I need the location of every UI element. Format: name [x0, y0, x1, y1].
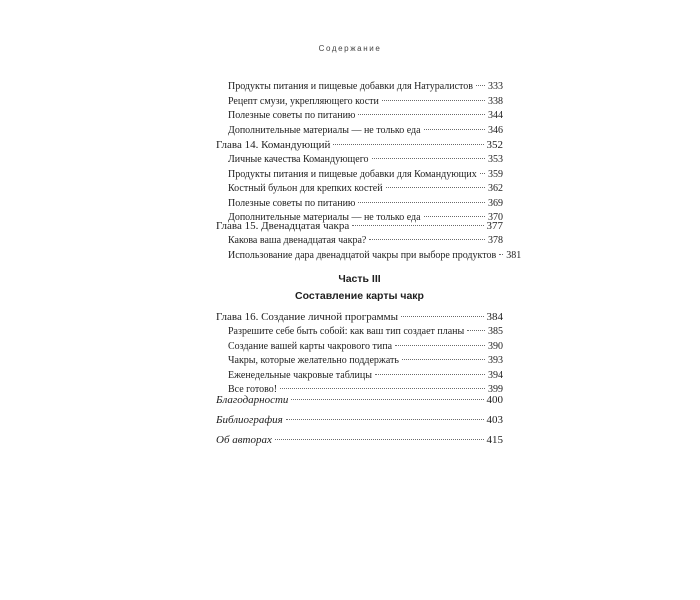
part-label: Часть III: [338, 273, 381, 285]
entry-page: 344: [488, 110, 503, 121]
toc-section: [216, 219, 522, 263]
leader-dots: [386, 187, 485, 188]
backmatter-title: Об авторах: [216, 434, 272, 446]
toc-entry[interactable]: [216, 153, 503, 168]
entry-page: 369: [488, 197, 503, 209]
backmatter-page: 415: [486, 434, 503, 446]
backmatter-title: Благодарности: [216, 394, 289, 406]
leader-dots: [358, 202, 485, 203]
toc-entry[interactable]: [216, 124, 503, 139]
toc-entry[interactable]: [216, 369, 503, 384]
entry-page: 346: [488, 124, 503, 136]
toc-chapter[interactable]: [216, 138, 503, 153]
chapter-page: 352: [486, 139, 503, 151]
leader-dots: [467, 330, 485, 331]
entry-page: 338: [488, 95, 503, 107]
toc-chapter[interactable]: [216, 219, 503, 234]
entry-title: Дополнительные материалы — не только еда: [228, 212, 421, 223]
leader-dots: [352, 225, 483, 226]
toc-entry[interactable]: [216, 80, 503, 95]
leader-dots: [333, 144, 483, 145]
leader-dots: [372, 158, 485, 159]
backmatter-page: 400: [486, 394, 503, 406]
toc-section: [216, 413, 503, 428]
toc-entry[interactable]: [216, 249, 522, 264]
leader-dots: [499, 254, 503, 255]
entry-title: Рецепт смузи, укрепляющего кости: [228, 95, 379, 107]
entry-title: Полезные советы по питанию: [228, 110, 356, 121]
toc-backmatter[interactable]: [216, 413, 503, 428]
toc-entry[interactable]: [216, 182, 503, 197]
toc-entry[interactable]: [216, 95, 503, 110]
toc-section: [216, 393, 503, 408]
leader-dots: [291, 399, 483, 400]
entry-title: Личные качества Командующего: [228, 154, 369, 165]
toc-backmatter[interactable]: [216, 433, 503, 448]
entry-title: Создание вашей карты чакрового типа: [228, 340, 393, 352]
entry-page: 393: [488, 355, 503, 366]
leader-dots: [358, 114, 485, 115]
entry-title: Разрешите себе быть собой: как ваш тип создает планы: [228, 326, 465, 337]
toc-chapter[interactable]: [216, 310, 503, 325]
toc-backmatter[interactable]: [216, 393, 503, 408]
entry-page: 378: [488, 235, 503, 246]
leader-dots: [401, 316, 484, 317]
leader-dots: [275, 439, 484, 440]
entry-title: Полезные советы по питанию: [228, 197, 356, 209]
toc-section: [216, 138, 503, 226]
chapter-title: Глава 14. Командующий: [216, 139, 331, 151]
leader-dots: [402, 359, 485, 360]
chapter-title: Глава 16. Создание личной программы: [216, 311, 398, 323]
entry-page: 353: [488, 154, 503, 165]
entry-title: Еженедельные чакровые таблицы: [228, 369, 372, 381]
leader-dots: [286, 419, 484, 420]
entry-page: 333: [488, 81, 503, 92]
leader-dots: [395, 345, 485, 346]
entry-title: Какова ваша двенадцатая чакра?: [228, 235, 367, 246]
leader-dots: [480, 173, 485, 174]
running-header: Содержание: [318, 44, 382, 53]
backmatter-page: 403: [486, 414, 503, 426]
toc-entry[interactable]: [216, 354, 503, 369]
entry-title: Все готово!: [228, 384, 278, 395]
toc-entry[interactable]: [216, 168, 503, 183]
toc-entry[interactable]: [216, 197, 503, 212]
entry-title: Костный бульон для крепких костей: [228, 183, 383, 194]
leader-dots: [280, 388, 485, 389]
backmatter-title: Библиография: [216, 414, 283, 426]
chapter-page: 384: [486, 311, 503, 323]
leader-dots: [382, 100, 485, 101]
entry-page: 370: [488, 212, 503, 223]
toc-entry[interactable]: [216, 109, 503, 124]
entry-page: 390: [488, 340, 503, 352]
entry-page: 394: [488, 369, 503, 381]
entry-title: Дополнительные материалы — не только еда: [228, 124, 421, 136]
leader-dots: [424, 216, 485, 217]
toc-entry[interactable]: [216, 234, 503, 249]
entry-page: 385: [488, 326, 503, 337]
toc-section: [216, 80, 503, 138]
entry-title: Чакры, которые желательно поддержать: [228, 355, 399, 366]
leader-dots: [424, 129, 485, 130]
toc-entry[interactable]: [216, 325, 503, 340]
entry-title: Продукты питания и пищевые добавки для Натуралистов: [228, 81, 473, 92]
entry-page: 362: [488, 183, 503, 194]
leader-dots: [369, 239, 485, 240]
entry-page: 399: [488, 384, 503, 395]
chapter-title: Глава 15. Двенадцатая чакра: [216, 220, 350, 232]
chapter-page: 377: [486, 220, 503, 232]
part-title: Составление карты чакр: [295, 290, 424, 302]
leader-dots: [476, 85, 485, 86]
leader-dots: [375, 374, 485, 375]
toc-section: [216, 310, 503, 398]
entry-title: Использование дара двенадцатой чакры при выборе продуктов: [228, 249, 497, 261]
entry-page: 381: [506, 249, 522, 261]
toc-entry[interactable]: [216, 340, 503, 355]
entry-page: 359: [488, 168, 503, 180]
entry-title: Продукты питания и пищевые добавки для Командующих: [228, 168, 477, 180]
toc-section: [216, 433, 503, 448]
